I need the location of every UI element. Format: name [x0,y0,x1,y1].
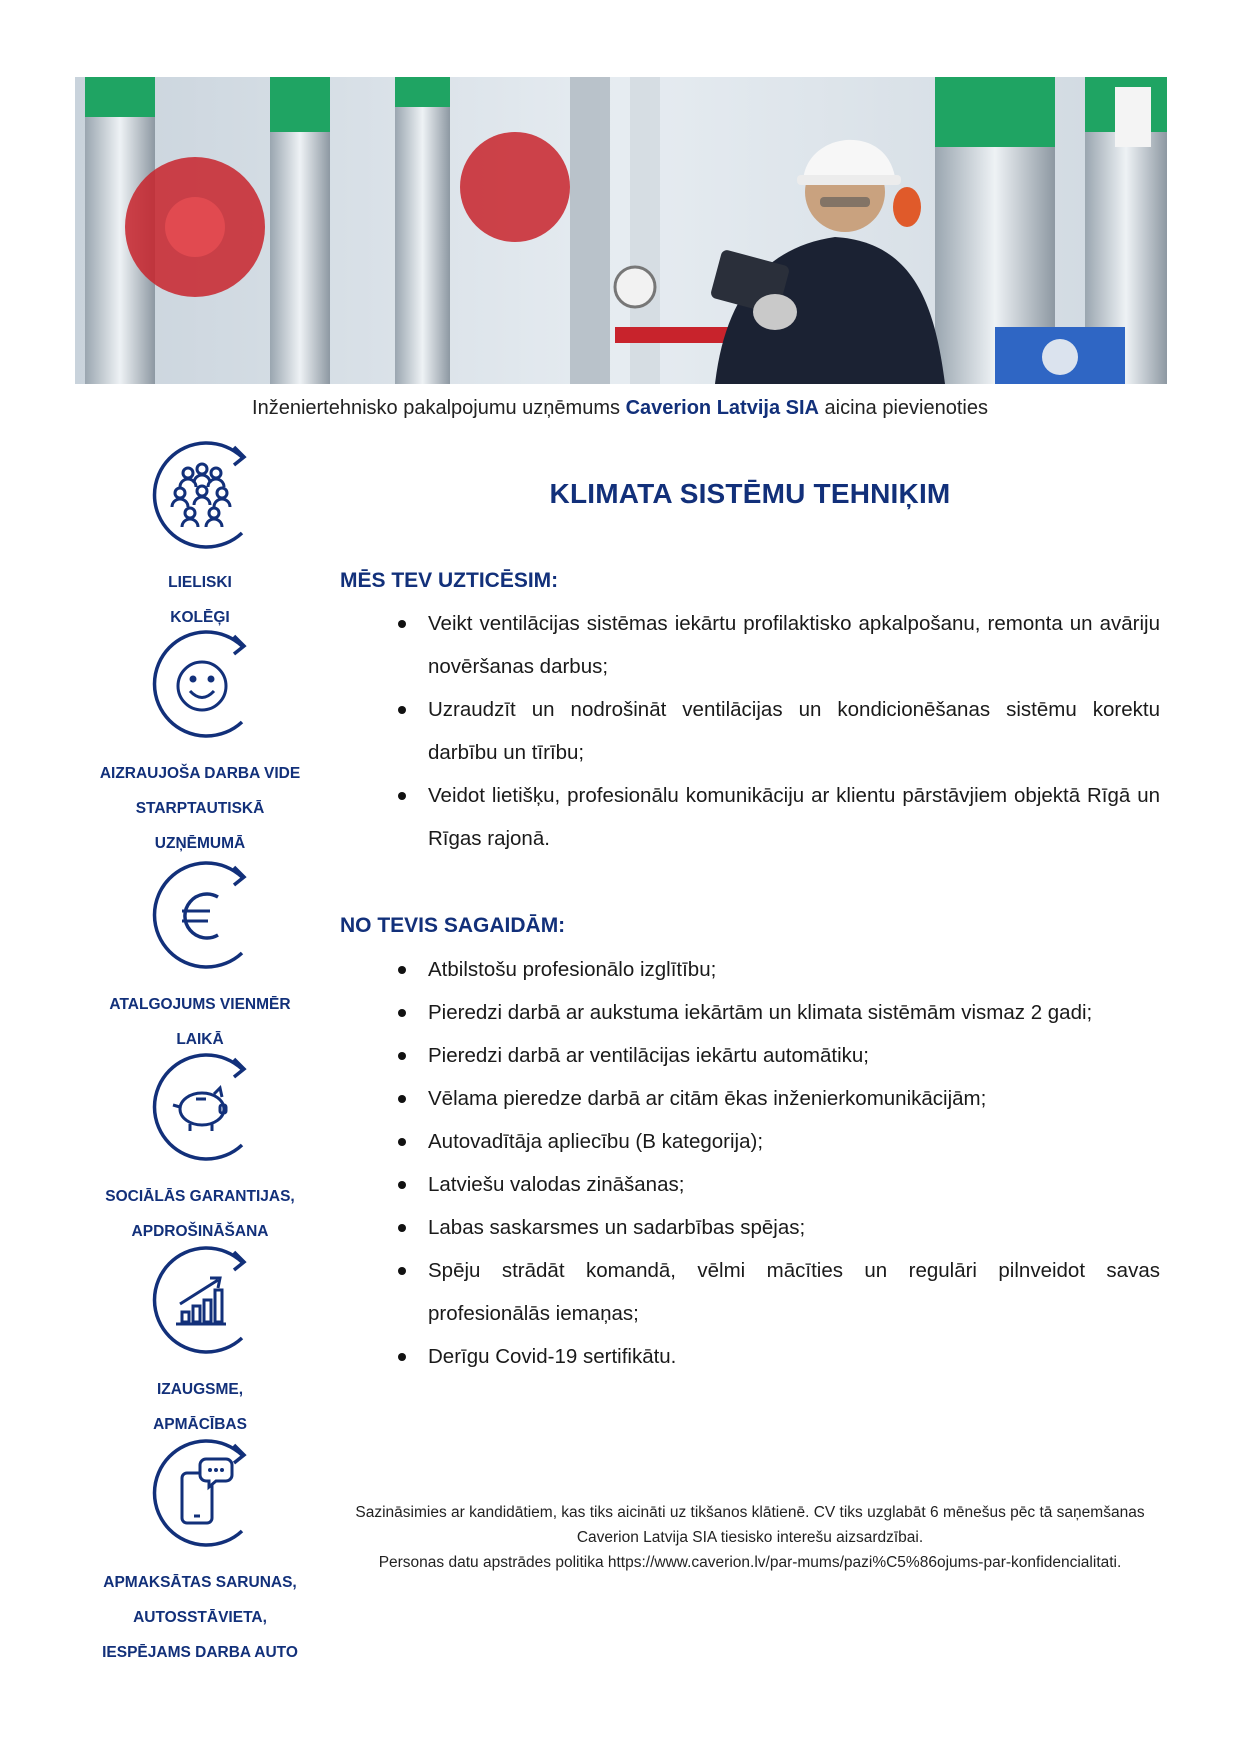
section-heading-responsibilities: MĒS TEV UZTICĒSIM: [340,569,559,592]
footer-note [340,1500,1160,1575]
benefit-growth [60,1240,340,1442]
intro-text-after: aicina pievienoties [818,397,988,419]
job-title: KLIMATA SISTĒMU TEHNIĶIM [549,478,951,509]
technician-photo [75,77,1167,384]
list-item: Pieredzi darbā ar aukstuma iekārtām un klimata sistēmām vismaz 2 gadi; [340,991,1160,1034]
benefit-colleagues [60,435,340,635]
list-item: Derīgu Covid-19 sertifikātu. [340,1335,1160,1378]
benefit-label: APMAKSĀTAS SARUNAS, AUTOSSTĀVIETA, IESPĒJAMS DARBA AUTO [102,1574,298,1661]
benefit-label: LIELISKI KOLĒĢI [168,574,232,626]
list-item: Latviešu valodas zināšanas; [340,1163,1160,1206]
benefit-work-environment [60,624,340,861]
phone-chat-icon [140,1433,260,1553]
footer-privacy-policy: Personas datu apstrādes politika https://www.caverion.lv/par-mums/pazi%C5%86ojums-par-konfidencialitati. [378,1554,1122,1571]
euro-icon [140,855,260,975]
responsibilities-list [340,602,1160,860]
benefit-label: IZAUGSME, APMĀCĪBAS [153,1381,247,1433]
people-icon [140,435,260,555]
requirements-list [340,948,1160,1378]
benefit-social-guarantees [60,1047,340,1249]
list-item: Uzraudzīt un nodrošināt ventilācijas un kondicionēšanas sistēmu korektu darbību un tīrību; [340,688,1160,774]
hero-photo [75,77,1167,384]
smiley-icon [140,624,260,744]
benefit-label: AIZRAUJOŠA DARBA VIDE STARPTAUTISKĀ UZŅĒMUMĀ [99,765,301,852]
company-name: Caverion Latvija SIA [625,397,819,419]
benefit-salary [60,855,340,1057]
list-item: Autovadītāja apliecību (B kategorija); [340,1120,1160,1163]
list-item: Labas saskarsmes un sadarbības spējas; [340,1206,1160,1249]
list-item: Vēlama pieredze darbā ar citām ēkas inženierkomunikācijām; [340,1077,1160,1120]
list-item: Veidot lietišķu, profesionālu komunikāciju ar klientu pārstāvjiem objektā Rīgā un Rīgas rajonā. [340,774,1160,860]
intro-line [0,397,1240,420]
list-item: Veikt ventilācijas sistēmas iekārtu profilaktisko apkalpošanu, remonta un avāriju novēršanas darbus; [340,602,1160,688]
section-heading-requirements: NO TEVIS SAGAIDĀM: [340,914,566,937]
list-item: Pieredzi darbā ar ventilācijas iekārtu automātiku; [340,1034,1160,1077]
piggy-bank-icon [140,1047,260,1167]
list-item: Atbilstošu profesionālo izglītību; [340,948,1160,991]
footer-contact-note: Sazināsimies ar kandidātiem, kas tiks aicināti uz tikšanos klātienē. CV tiks uzglabāt 6 mēnešus pēc tā saņemšanas Caverion Latvija SIA tiesisko interešu aizsardzībai. [355,1504,1145,1546]
benefit-label: ATALGOJUMS VIENMĒR LAIKĀ [109,996,291,1048]
intro-text-before: Inženiertehnisko pakalpojumu uzņēmums [252,397,626,419]
benefit-extras [60,1433,340,1670]
list-item: Spēju strādāt komandā, vēlmi mācīties un regulāri pilnveidot savas profesionālās iemaņas; [340,1249,1160,1335]
benefit-label: SOCIĀLĀS GARANTIJAS, APDROŠINĀŠANA [105,1188,295,1240]
growth-chart-icon [140,1240,260,1360]
